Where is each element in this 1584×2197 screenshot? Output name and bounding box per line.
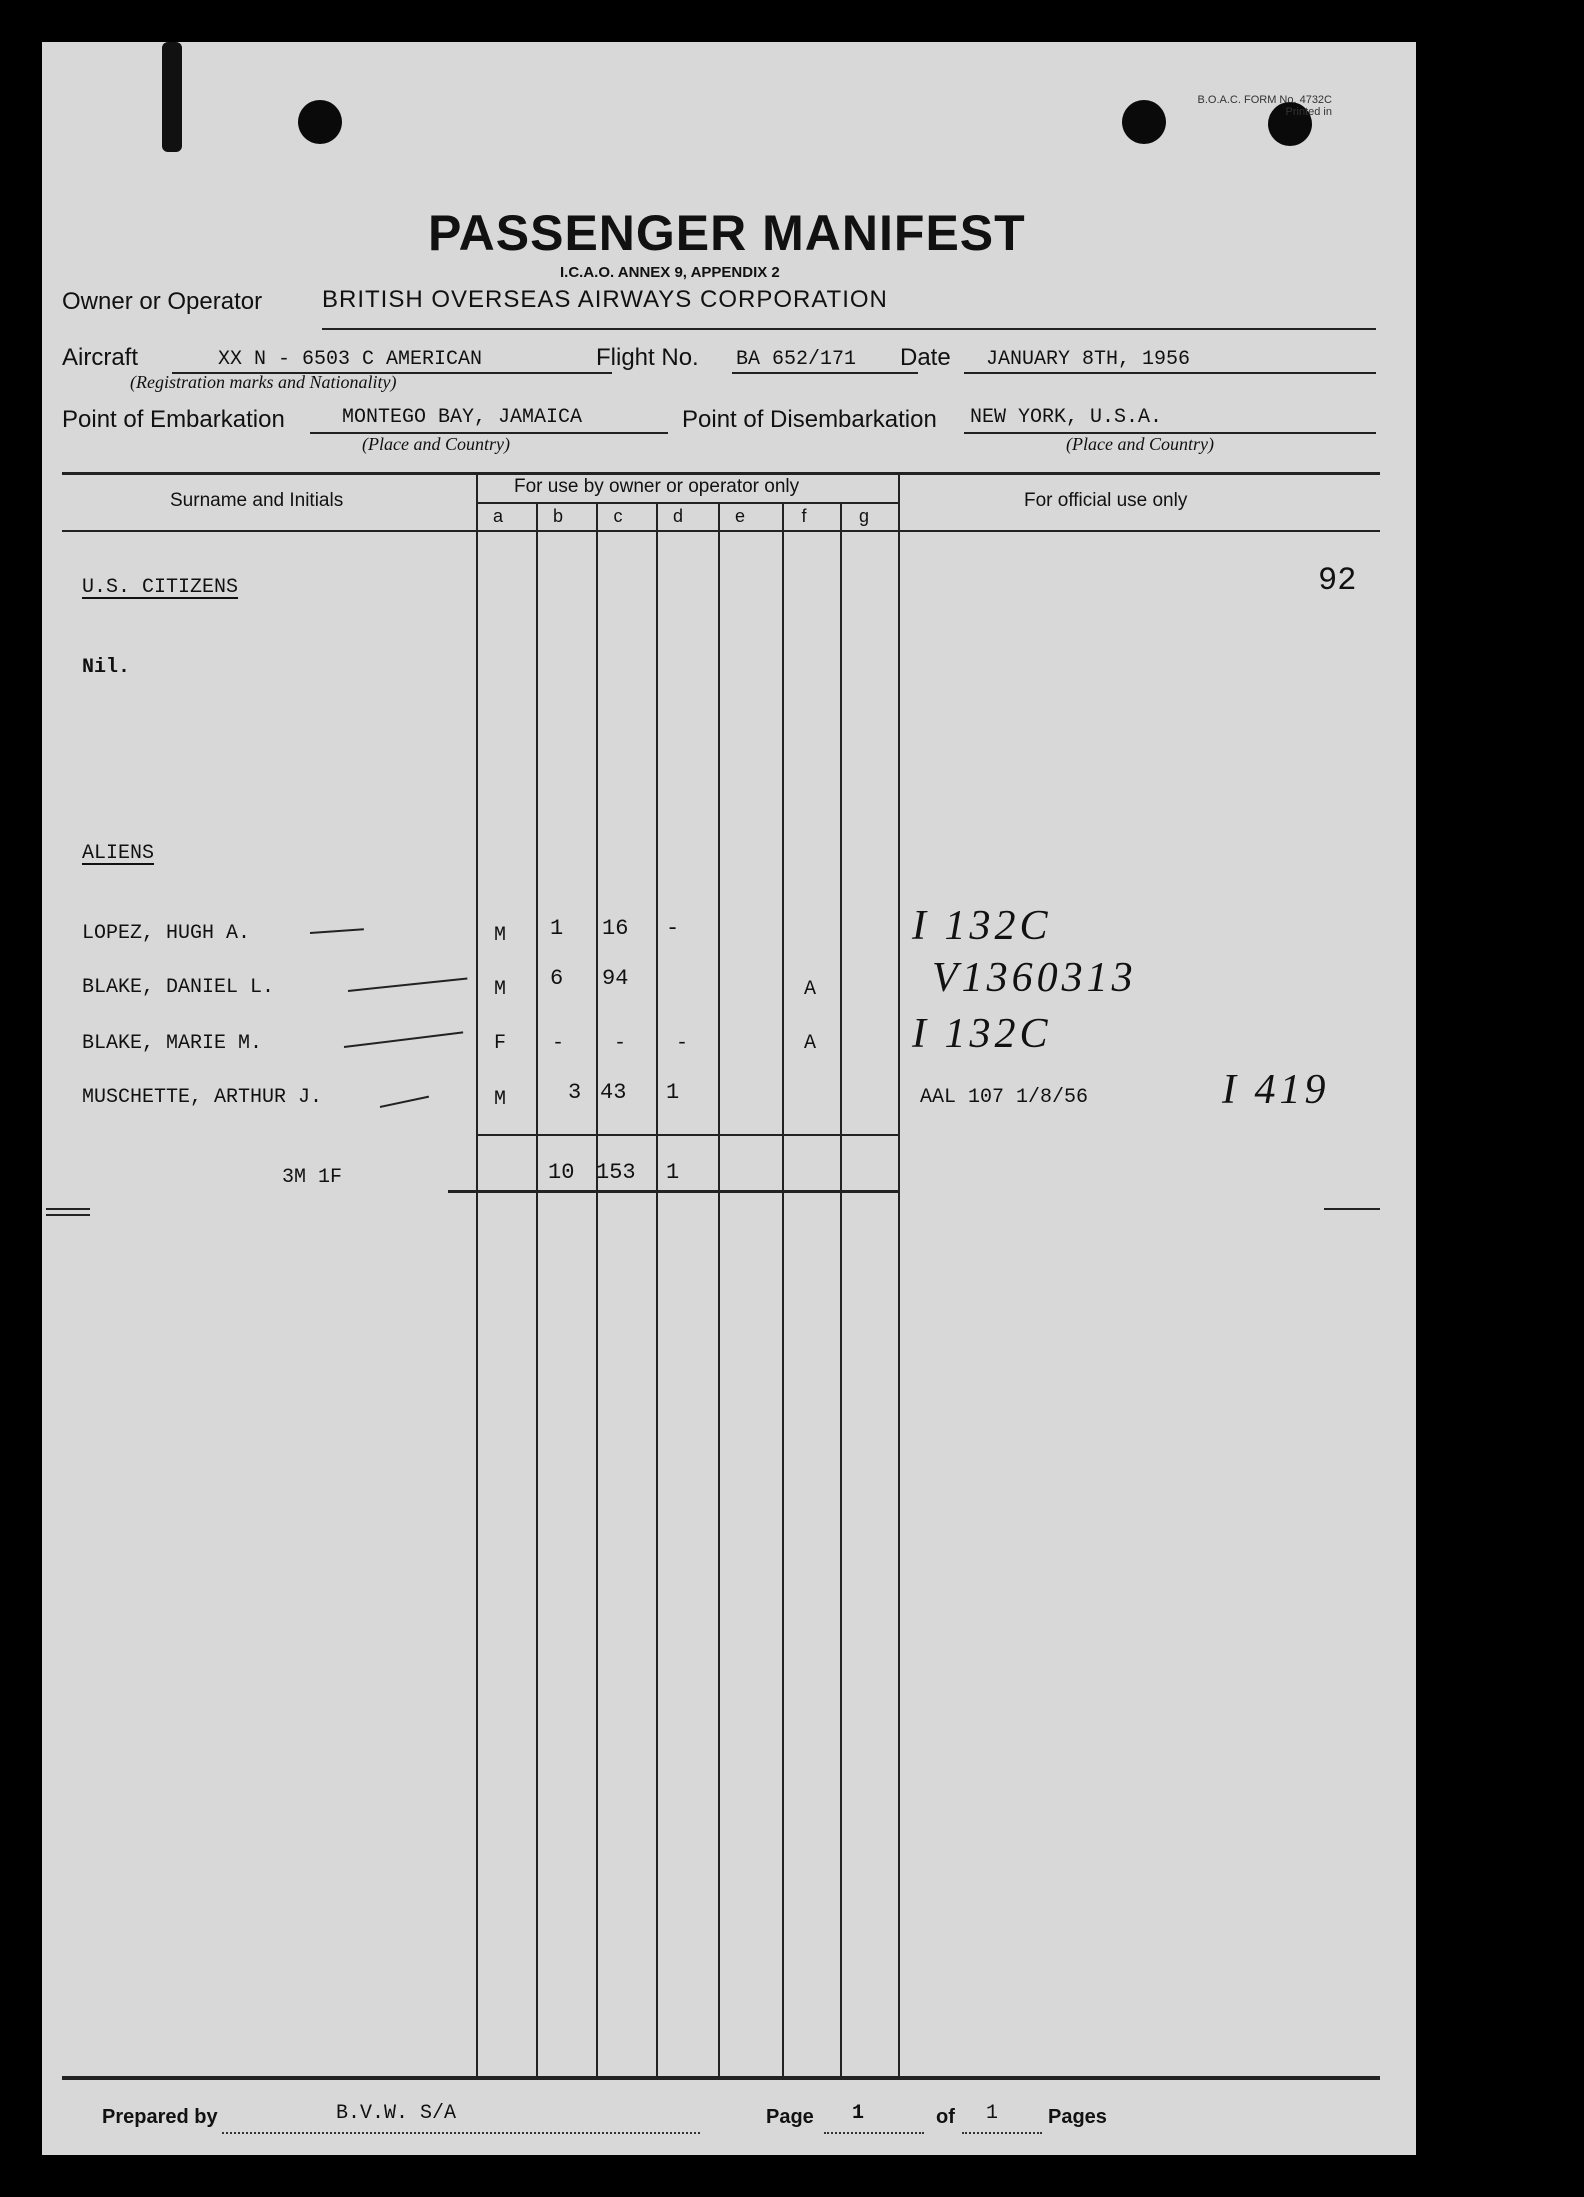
- cell-b: 1: [550, 916, 564, 941]
- cell-c: 16: [602, 916, 629, 941]
- col-line-2: [596, 502, 598, 2078]
- operator-subheader-rule: [476, 502, 898, 504]
- official-note: V1360313: [932, 955, 1137, 1001]
- totals-b: 10: [548, 1160, 575, 1185]
- totals-d: 1: [666, 1160, 680, 1185]
- cell-a: M: [494, 924, 507, 947]
- document-subtitle: I.C.A.O. ANNEX 9, APPENDIX 2: [560, 264, 780, 281]
- passenger-name: LOPEZ, HUGH A.: [82, 922, 251, 945]
- section-aliens: ALIENS: [82, 842, 155, 865]
- totals-rule: [448, 1190, 898, 1193]
- col-g-header: g: [858, 506, 869, 526]
- embarkation-hint: (Place and Country): [362, 434, 510, 454]
- page-value: 1: [852, 2102, 865, 2125]
- tick-mark: [310, 928, 364, 934]
- cell-a: M: [494, 1088, 507, 1111]
- official-note: I 132C: [912, 1011, 1052, 1057]
- of-rule: [962, 2132, 1042, 2134]
- pages-label: Pages: [1048, 2106, 1107, 2128]
- col-f-header: f: [801, 506, 807, 526]
- cell-d: -: [666, 916, 680, 941]
- tick-mark: [344, 1031, 463, 1048]
- disembarkation-hint: (Place and Country): [1066, 434, 1214, 454]
- aircraft-hint: (Registration marks and Nationality): [130, 372, 397, 392]
- date-rule: [964, 372, 1376, 374]
- table-bottom-rule: [62, 2076, 1380, 2080]
- aircraft-label: Aircraft: [62, 344, 139, 371]
- owner-label: Owner or Operator: [62, 288, 263, 315]
- col-a-header: a: [492, 506, 503, 526]
- passenger-name: BLAKE, MARIE M.: [82, 1032, 263, 1055]
- embarkation-value: MONTEGO BAY, JAMAICA: [342, 406, 583, 429]
- totals-c: 153: [596, 1160, 636, 1185]
- cell-d: 1: [666, 1080, 680, 1105]
- owner-value: BRITISH OVERSEAS AIRWAYS CORPORATION: [322, 286, 888, 313]
- totals-label: 3M 1F: [282, 1166, 343, 1189]
- flight-no-rule: [732, 372, 918, 374]
- margin-mark-right: [1324, 1208, 1380, 1210]
- col-c-header: c: [613, 506, 623, 526]
- col-e-header: e: [734, 506, 745, 526]
- col-line-5: [782, 502, 784, 2078]
- cell-d: -: [676, 1032, 689, 1055]
- punch-hole-left: [298, 100, 342, 144]
- of-value: 1: [986, 2102, 999, 2125]
- operator-header: For use by owner or operator only: [514, 476, 800, 497]
- page-rule: [824, 2132, 924, 2134]
- official-note: I 419: [1222, 1067, 1330, 1113]
- surname-header: Surname and Initials: [170, 490, 344, 511]
- col-line-7: [898, 474, 900, 2078]
- disembarkation-value: NEW YORK, U.S.A.: [970, 406, 1163, 429]
- tick-mark: [348, 977, 468, 992]
- col-line-1: [536, 502, 538, 2078]
- col-line-0: [476, 474, 478, 2078]
- form-number-block: [1132, 94, 1332, 118]
- cell-a: M: [494, 978, 507, 1001]
- col-line-6: [840, 502, 842, 2078]
- sheet-page-number: 92: [1318, 562, 1357, 599]
- section-us-nil: Nil.: [82, 656, 131, 679]
- table-top-rule: [62, 472, 1380, 475]
- disembarkation-label: Point of Disembarkation: [682, 406, 937, 433]
- printed-in: Printed in: [1285, 106, 1332, 118]
- passenger-name: BLAKE, DANIEL L.: [82, 976, 275, 999]
- owner-rule: [322, 328, 1376, 330]
- cell-f: A: [804, 978, 817, 1001]
- document-title: PASSENGER MANIFEST: [428, 205, 1026, 261]
- official-header: For official use only: [1024, 490, 1188, 511]
- date-value: JANUARY 8TH, 1956: [986, 348, 1191, 371]
- col-line-4: [718, 502, 720, 2078]
- row-rule: [476, 1134, 898, 1136]
- col-b-header: b: [552, 506, 563, 526]
- page-label: Page: [766, 2106, 814, 2128]
- form-number: B.O.A.C. FORM No. 4732C: [1197, 94, 1332, 106]
- prepared-by-value: B.V.W. S/A: [336, 2102, 457, 2125]
- official-typed-note: AAL 107 1/8/56: [920, 1086, 1089, 1109]
- official-note: I 132C: [912, 903, 1052, 949]
- table-header-bottom-rule: [62, 530, 1380, 532]
- aircraft-value: XX N - 6503 C AMERICAN: [218, 348, 483, 371]
- cell-b: 3: [568, 1080, 582, 1105]
- prepared-by-rule: [222, 2132, 700, 2134]
- margin-mark-left-2: [46, 1214, 90, 1216]
- embarkation-label: Point of Embarkation: [62, 406, 285, 433]
- passenger-name: MUSCHETTE, ARTHUR J.: [82, 1086, 323, 1109]
- prepared-by-label: Prepared by: [102, 2106, 218, 2128]
- cell-a: F: [494, 1032, 507, 1055]
- cell-c: 43: [600, 1080, 627, 1105]
- date-label: Date: [900, 344, 951, 371]
- flight-no-label: Flight No.: [596, 344, 699, 371]
- binder-mark: [162, 42, 182, 152]
- manifest-sheet: [42, 42, 1416, 2155]
- margin-mark-left: [46, 1208, 90, 1210]
- of-label: of: [936, 2106, 955, 2128]
- flight-no-value: BA 652/171: [736, 348, 857, 371]
- cell-c: 94: [602, 966, 629, 991]
- cell-f: A: [804, 1032, 817, 1055]
- col-line-3: [656, 502, 658, 2078]
- cell-c: -: [614, 1032, 627, 1055]
- tick-mark: [380, 1096, 429, 1108]
- cell-b: -: [552, 1032, 565, 1055]
- cell-b: 6: [550, 966, 564, 991]
- col-d-header: d: [672, 506, 683, 526]
- section-us-citizens: U.S. CITIZENS: [82, 576, 239, 599]
